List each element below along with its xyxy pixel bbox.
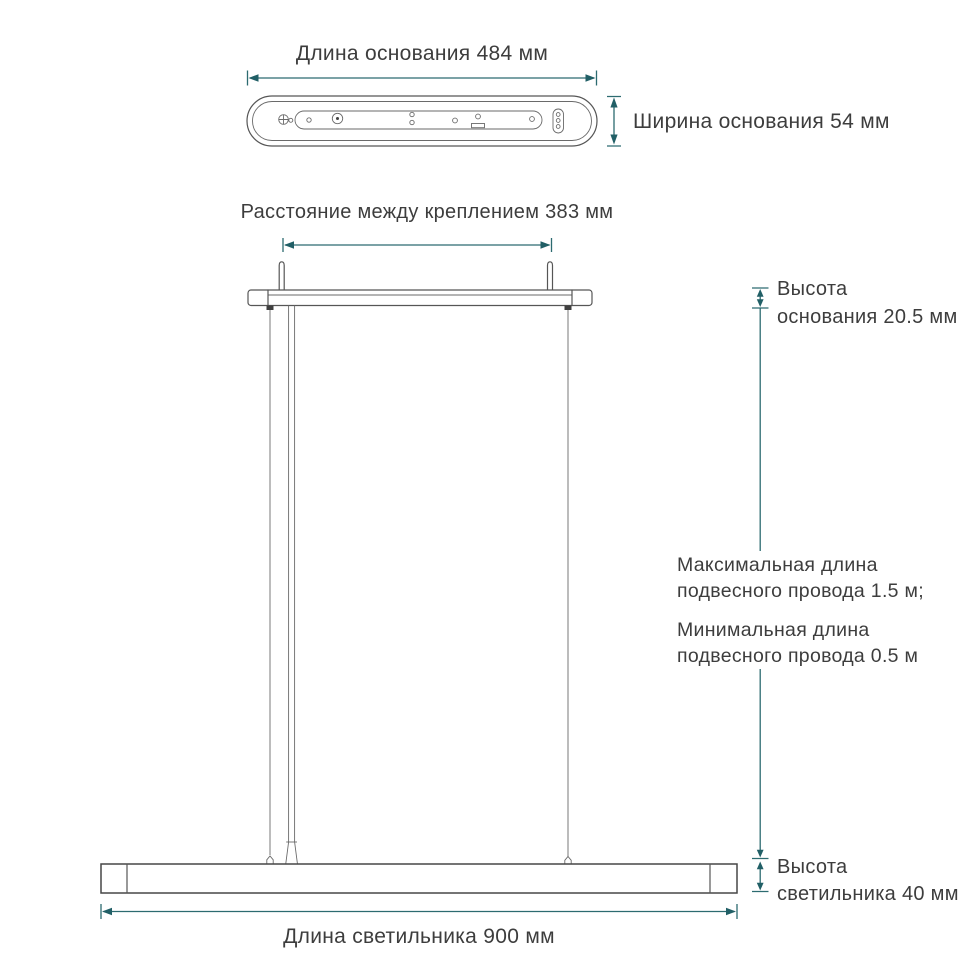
dim-arrow-lamp-length [101, 904, 737, 919]
wire-grip-right [565, 306, 572, 311]
lamp-height-label-line1: Высота [777, 856, 848, 878]
wire-max-label-line2: подвесного провода 1.5 м; [677, 579, 924, 602]
base-height-label-line1: Высота [777, 278, 848, 300]
wire-connector-right [565, 857, 571, 864]
base-top-view [247, 96, 597, 146]
base-length-label: Длина основания 484 мм [295, 42, 549, 65]
wire-grip-left [267, 306, 274, 311]
mounting-hook-right [548, 262, 553, 291]
base-height-label-line2: основания 20.5 мм [777, 306, 958, 328]
wire-connector-left [267, 856, 273, 864]
lamp-body [101, 864, 737, 893]
wire-max-label-line1: Максимальная длина [677, 554, 878, 576]
lamp-length-label: Длина светильника 900 мм [283, 925, 555, 948]
lamp-height-label-line2: светильника 40 мм [777, 883, 959, 905]
lamp-height-label [777, 854, 959, 908]
base-width-label: Ширина основания 54 мм [633, 110, 890, 133]
base-height-label [777, 275, 958, 331]
dim-arrow-base-width [607, 97, 621, 147]
mount-distance-label: Расстояние между креплением 383 мм [240, 201, 614, 223]
power-cord [286, 306, 298, 864]
wire-min-length-label [677, 618, 918, 669]
wire-min-label-line1: Минимальная длина [677, 619, 870, 641]
suspension [267, 306, 571, 864]
base-outer-outline [247, 96, 597, 146]
lamp-bar [101, 864, 737, 893]
dim-arrow-base-height [752, 288, 769, 308]
dim-arrow-lamp-height [752, 862, 769, 892]
wire-min-label-line2: подвесного провода 0.5 м [677, 644, 919, 667]
wire-max-length-label [677, 553, 924, 604]
dim-arrow-base-length [248, 71, 597, 86]
bracket-body [248, 290, 592, 306]
mounting-hook-left [279, 262, 284, 291]
dim-arrow-mount-distance [283, 238, 552, 252]
ceiling-bracket [248, 262, 592, 310]
